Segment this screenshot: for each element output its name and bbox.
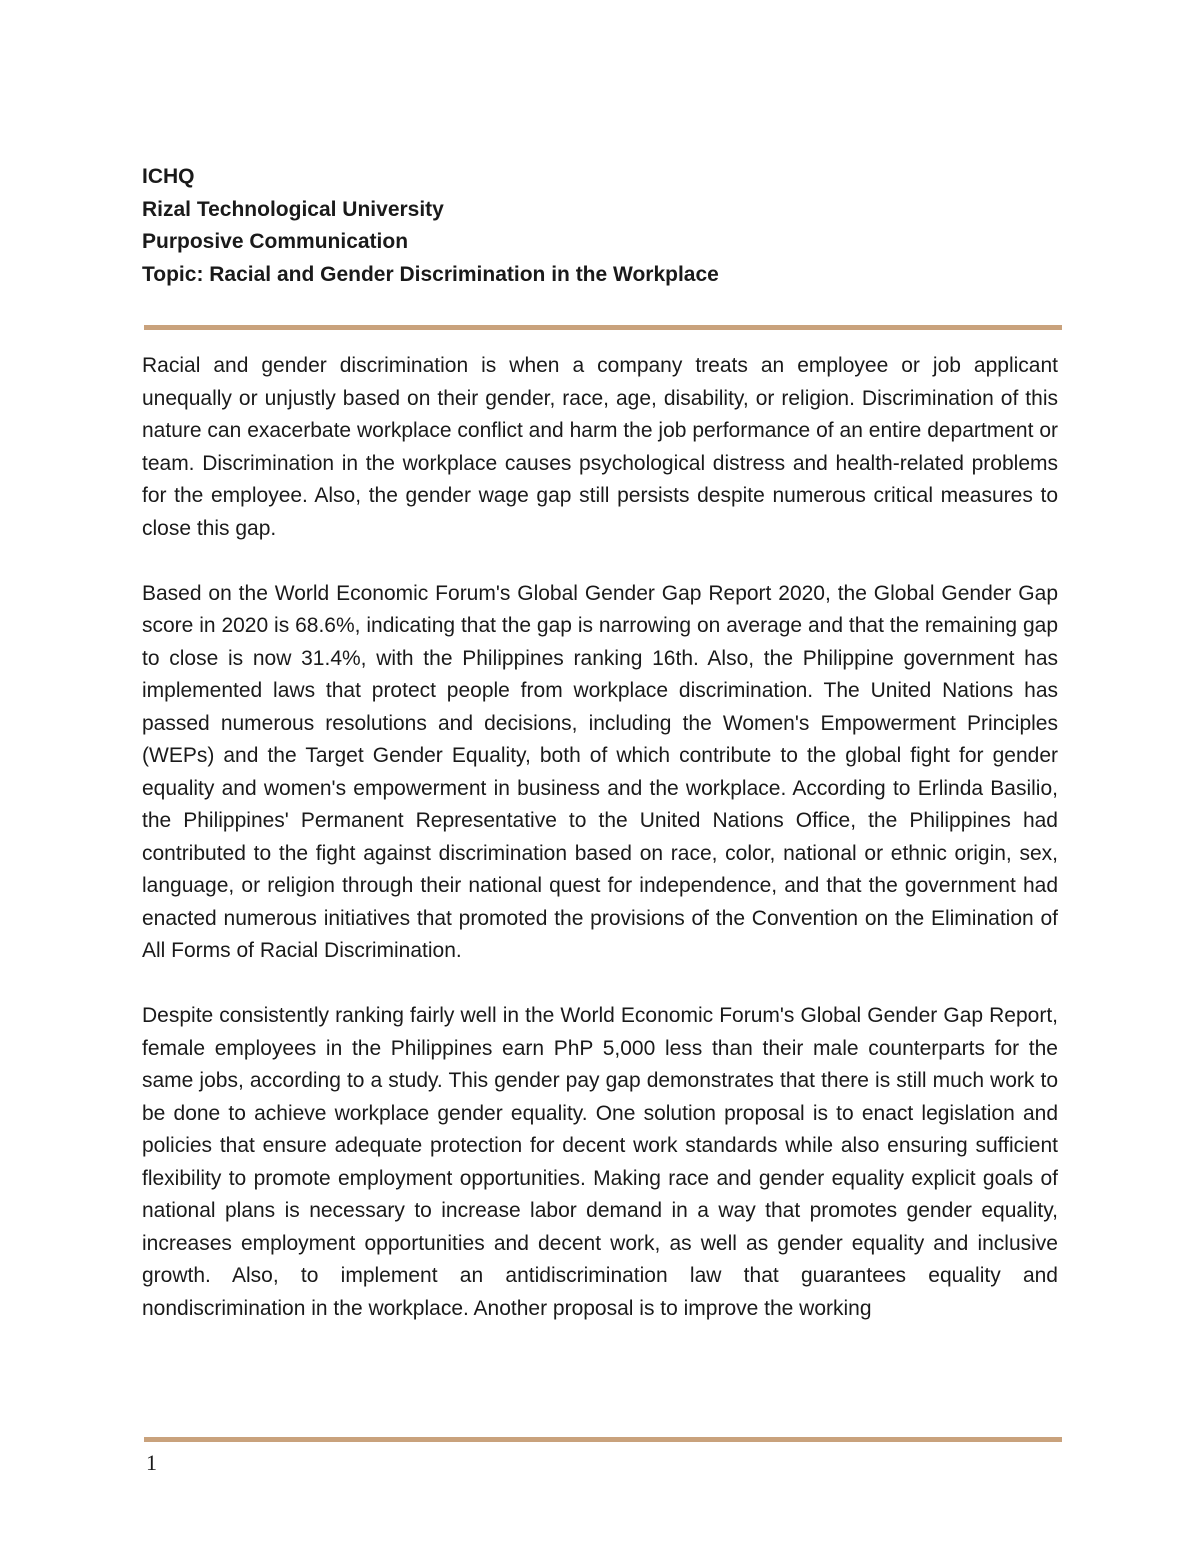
header-topic: Topic: Racial and Gender Discrimination in the Workplace bbox=[142, 262, 719, 286]
paragraph-pay-gap-solutions: Despite consistently ranking fairly well in the World Economic Forum's Global Gender Gap Report, female employees in the Philippines earn PhP 5,000 less than their male counterparts for the same jobs, according to a study. This gender pay gap demonstrates that there is still much work to be done to achieve workplace gender equality. One solution proposal is to enact legislation and policies that ensure adequate protection for decent work standards while also ensuring sufficient flexibility to promote employment opportunities. Making race and gender equality explicit goals of national plans is necessary to increase labor demand in a way that promotes gender equality, increases employment opportunities and decent work, as well as gender equality and inclusive growth. Also, to implement an antidiscrimination law that guarantees equality and nondiscrimination in the workplace. Another proposal is to improve the working bbox=[142, 1004, 1058, 1320]
document-body bbox=[142, 350, 1058, 1358]
footer-divider bbox=[144, 1437, 1062, 1442]
header-university: Rizal Technological University bbox=[142, 197, 444, 221]
paragraph-gender-gap-report: Based on the World Economic Forum's Global Gender Gap Report 2020, the Global Gender Gap score in 2020 is 68.6%, indicating that the gap is narrowing on average and that the remaining gap to close is now 31.4%, with the Philippines ranking 16th. Also, the Philippine government has implemented laws that protect people from workplace discrimination. The United Nations has passed numerous resolutions and decisions, including the Women's Empowerment Principles (WEPs) and the Target Gender Equality, both of which contribute to the global fight for gender equality and women's empowerment in business and the workplace. According to Erlinda Basilio, the Philippines' Permanent Representative to the United Nations Office, the Philippines had contributed to the fight against discrimination based on race, color, national or ethnic origin, sex, language, or religion through their national quest for independence, and that the government had enacted numerous initiatives that promoted the provisions of the Convention on the Elimination of All Forms of Racial Discrimination. bbox=[142, 581, 1058, 962]
paragraph-intro: Racial and gender discrimination is when a company treats an employee or job applicant unequally or unjustly based on their gender, race, age, disability, or religion. Discrimination of this nature can exacerbate workplace conflict and harm the job performance of an entire department or team. Discrimination in the workplace causes psychological distress and health-related problems for the employee. Also, the gender wage gap still persists despite numerous critical measures to close this gap. bbox=[142, 354, 1058, 540]
header-course: Purposive Communication bbox=[142, 230, 409, 253]
header-divider bbox=[144, 325, 1062, 330]
page-number: 1 bbox=[146, 1450, 157, 1475]
header-code: ICHQ bbox=[142, 165, 195, 188]
document-header bbox=[142, 161, 1062, 291]
